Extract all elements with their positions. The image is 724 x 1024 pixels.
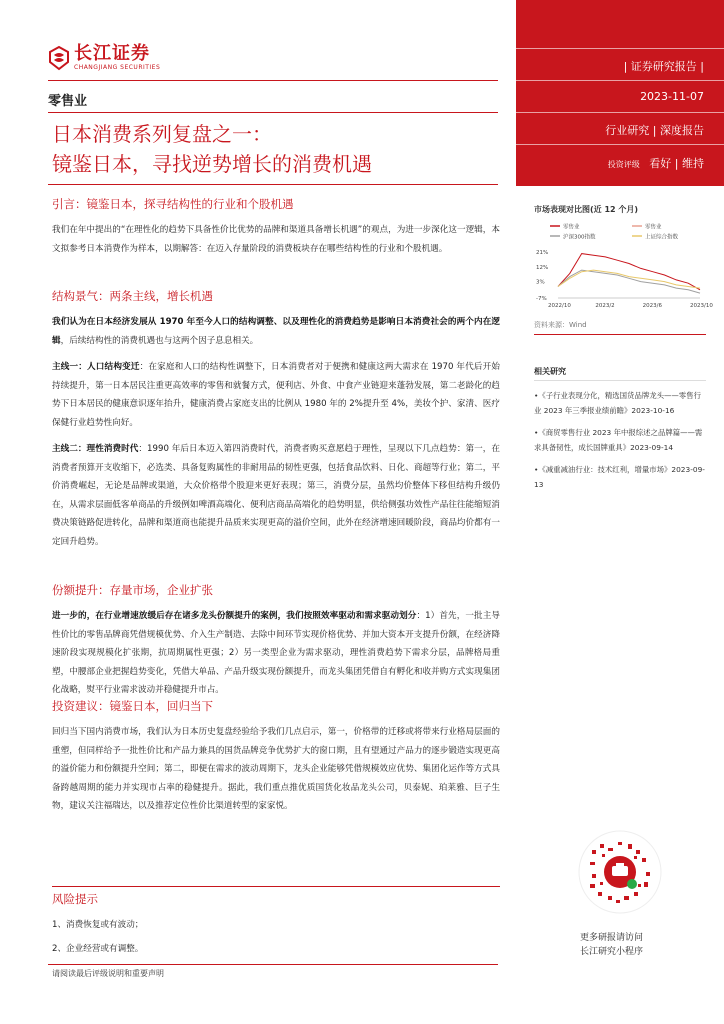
section-heading: 结构景气：两条主线，增长机遇 <box>52 289 213 303</box>
sidebar-rule <box>516 112 724 113</box>
section-heading: 风险提示 <box>52 892 98 906</box>
chart-series-group <box>558 254 700 294</box>
qr-caption-line1: 更多研报请访问 <box>580 933 644 943</box>
section-paragraph: 我们在年中提出的“在理性化的趋势下具备性价比优势的品牌和渠道具备增长机遇”的观点，为进一步深化这一逻辑，本文拟参考日本消费作为样本，以期解答：在迈入存量阶段的消费板块存在哪些结构性的行业和个股机遇。 <box>52 225 500 254</box>
report-title-line2: 镜鉴日本，寻找逆势增长的消费机遇 <box>52 152 372 176</box>
related-item[interactable]: •《子行业表现分化，精选国货品牌龙头——零售行业 2023 年三季报业绩前瞻》2023-10-16 <box>534 391 701 415</box>
sidebar-red-panel <box>516 0 724 186</box>
paragraph-text: ：1990 年后日本迈入第四消费时代，消费者购买意愿趋于理性，呈现以下几点趋势：第一，在消费者预算开支收缩下，必选类、具备复购属性的非耐用品的韧性更强，包括食品饮料、日化、商超等行业；第二，平价消费崛起，无论是品牌或渠道，大众价格带个股迎来更好表现；第三，消费分层，虽然均价整体下移但结构升级仍在，从需求层面低客单商品的升级例如啤酒高端化、便利店商品高端化的趋势明显，供给侧强功效性产品往往能缩短消费决策链路促进转化，品牌和渠道商也能提升品质来实现更高的溢价空间，此外在经济增速回暖阶段，商品均价都有一定回升趋势。 <box>52 444 500 547</box>
related-divider <box>534 380 706 381</box>
sidebar-divider <box>534 334 706 335</box>
chart-y-axis <box>536 250 548 302</box>
industry-label: 零售业 <box>48 94 88 109</box>
title-divider-bottom <box>48 184 498 185</box>
section-paragraph: 回归当下国内消费市场，我们认为日本历史复盘经验给予我们几点启示，第一，价格带的迁移或将带来行业格局层面的重塑，但同样给予一批性价比和产品力兼具的国货品牌竞争优势扩大的窗口期，且有望通过产品力的逐步锻造实现更高的溢价能力和份额提升空间；第二，即便在需求的波动周期下，龙头企业能够凭借规模效应优势、集团化运作等方式具备跨越周期的能力并实现市占率的稳健提升。据此，我们重点推优质国货化妆品龙头公司，贝泰妮、珀莱雅、巨子生物，建议关注福瑞达，以及推荐定位性价比渠道转型的家家悦。 <box>52 727 500 811</box>
y-tick-label: 21% <box>536 250 549 256</box>
paragraph-text: ，后续结构性的消费机遇也与这两个因子息息相关。 <box>60 335 259 346</box>
market-performance-chart <box>534 218 713 316</box>
paragraph-text: ：1）首先，一批主导性价比的零售品牌商凭借规模优势、介入生产制造、去除中间环节实现价格优势、并加大资本开支提升份额，在经济降速阶段实现规模化扩张期，抗周期属性更强；2）另一类型企业为需求驱动，理性消费趋势下需求分层，品牌格局重塑，中腰部企业把握趋势变化，凭借大单品、产品升级实现份额提升，而龙头集团凭借自有孵化和收并购方式实现集团化战略，熨平行业需求波动并稳健提升市占。 <box>52 611 500 695</box>
legend-label: 上证综合指数 <box>645 234 679 241</box>
report-category: 行业研究 | 深度报告 <box>605 124 704 137</box>
section-paragraph <box>52 313 500 350</box>
sidebar-rule <box>516 80 724 81</box>
legend-label: 沪深300指数 <box>563 234 596 241</box>
x-tick-label: 2023/2 <box>595 303 615 309</box>
section-heading: 引言：镜鉴日本，探寻结构性的行业和个股机遇 <box>52 197 294 211</box>
logo-text: 长江证券 <box>74 43 150 64</box>
company-logo <box>48 44 160 72</box>
sidebar-rule <box>516 144 724 145</box>
footer-divider <box>48 964 498 965</box>
section-investment <box>52 698 500 824</box>
report-type: | 证券研究报告 | <box>623 60 704 73</box>
footer-disclaimer: 请阅读最后评级说明和重要声明 <box>52 969 164 978</box>
section-paragraph <box>52 607 500 700</box>
section-share <box>52 582 500 708</box>
chart-svg <box>534 218 713 316</box>
related-research-list <box>534 388 706 499</box>
section-structure <box>52 288 500 559</box>
x-tick-label: 2023/6 <box>642 303 663 309</box>
qr-code-icon[interactable] <box>578 830 662 914</box>
related-item[interactable]: •《商贸零售行业 2023 年中报综述之品牌篇——需求具备韧性，成长国牌重具》2023-09-14 <box>534 428 703 452</box>
bold-lead: 主线二：理性消费时代 <box>52 444 139 454</box>
section-heading: 份额提升：存量市场，企业扩张 <box>52 583 213 597</box>
legend-label: 零售业 <box>563 224 580 231</box>
series-line <box>558 270 700 288</box>
section-heading: 投资建议：镜鉴日本，回归当下 <box>52 699 213 713</box>
chart-x-axis <box>548 298 713 309</box>
related-item[interactable]: •《减重减油行业：技术红利，增量市场》2023-09-13 <box>534 465 705 489</box>
bold-lead: 进一步的，在行业增速放缓后存在诸多龙头份额提升的案例，我们按照效率驱动和需求驱动划分 <box>52 611 417 621</box>
section-intro <box>52 196 500 266</box>
section-risk <box>52 886 500 956</box>
report-date: 2023-11-07 <box>640 90 704 103</box>
title-divider-top <box>48 112 498 113</box>
logo-mark-icon <box>48 46 70 70</box>
y-tick-label: 3% <box>536 279 545 286</box>
paragraph-text: ：在家庭和人口的结构性调整下，日本消费者对于便携和健康这两大需求在 1970 年代后开始持续提升，第一日本居民注重更高效率的零售和就餐方式，便利店、外食、中食产业链迎来蓬勃发展，第二老龄化的趋势下日本居民的健康意识逐年抬升，健康消费占家庭支出的比例从 1980 年的 2%提升至 4%，美妆个护、家清、医疗保健行业趋势性向好。 <box>52 362 500 428</box>
section-paragraph <box>52 440 500 551</box>
sidebar-rule <box>516 48 724 49</box>
header-divider <box>48 80 498 81</box>
legend-label: 零售业 <box>645 224 662 231</box>
chart-source: 资料来源：Wind <box>534 321 587 329</box>
risk-item: 1、消费恢复或有波动； <box>52 920 144 930</box>
rating-value: 看好 | 维持 <box>649 157 704 170</box>
related-research-title: 相关研究 <box>534 367 566 376</box>
report-title-line1: 日本消费系列复盘之一： <box>52 122 272 146</box>
section-paragraph <box>52 358 500 432</box>
x-tick-label: 2023/10 <box>690 303 713 309</box>
logo-subtext: CHANGJIANG SECURITIES <box>74 64 161 71</box>
chart-legend <box>550 223 679 241</box>
y-tick-label: 12% <box>536 264 549 271</box>
rating-row <box>608 155 704 171</box>
qr-caption-line2: 长江研究小程序 <box>580 947 644 957</box>
risk-item: 2、企业经营或有调整。 <box>52 944 144 954</box>
bold-lead: 我们认为在日本经济发展从 1970 年至今人口的结构调整、以及理性化的消费趋势是影响日本消费社会的两个内在逻辑 <box>52 317 500 346</box>
x-tick-label: 2022/10 <box>548 303 571 309</box>
chart-title: 市场表现对比图(近 12 个月) <box>534 205 639 214</box>
y-tick-label: -7% <box>536 296 547 302</box>
risk-divider <box>52 886 500 887</box>
bold-lead: 主线一：人口结构变迁 <box>52 362 140 372</box>
rating-label: 投资评级 <box>607 160 640 169</box>
